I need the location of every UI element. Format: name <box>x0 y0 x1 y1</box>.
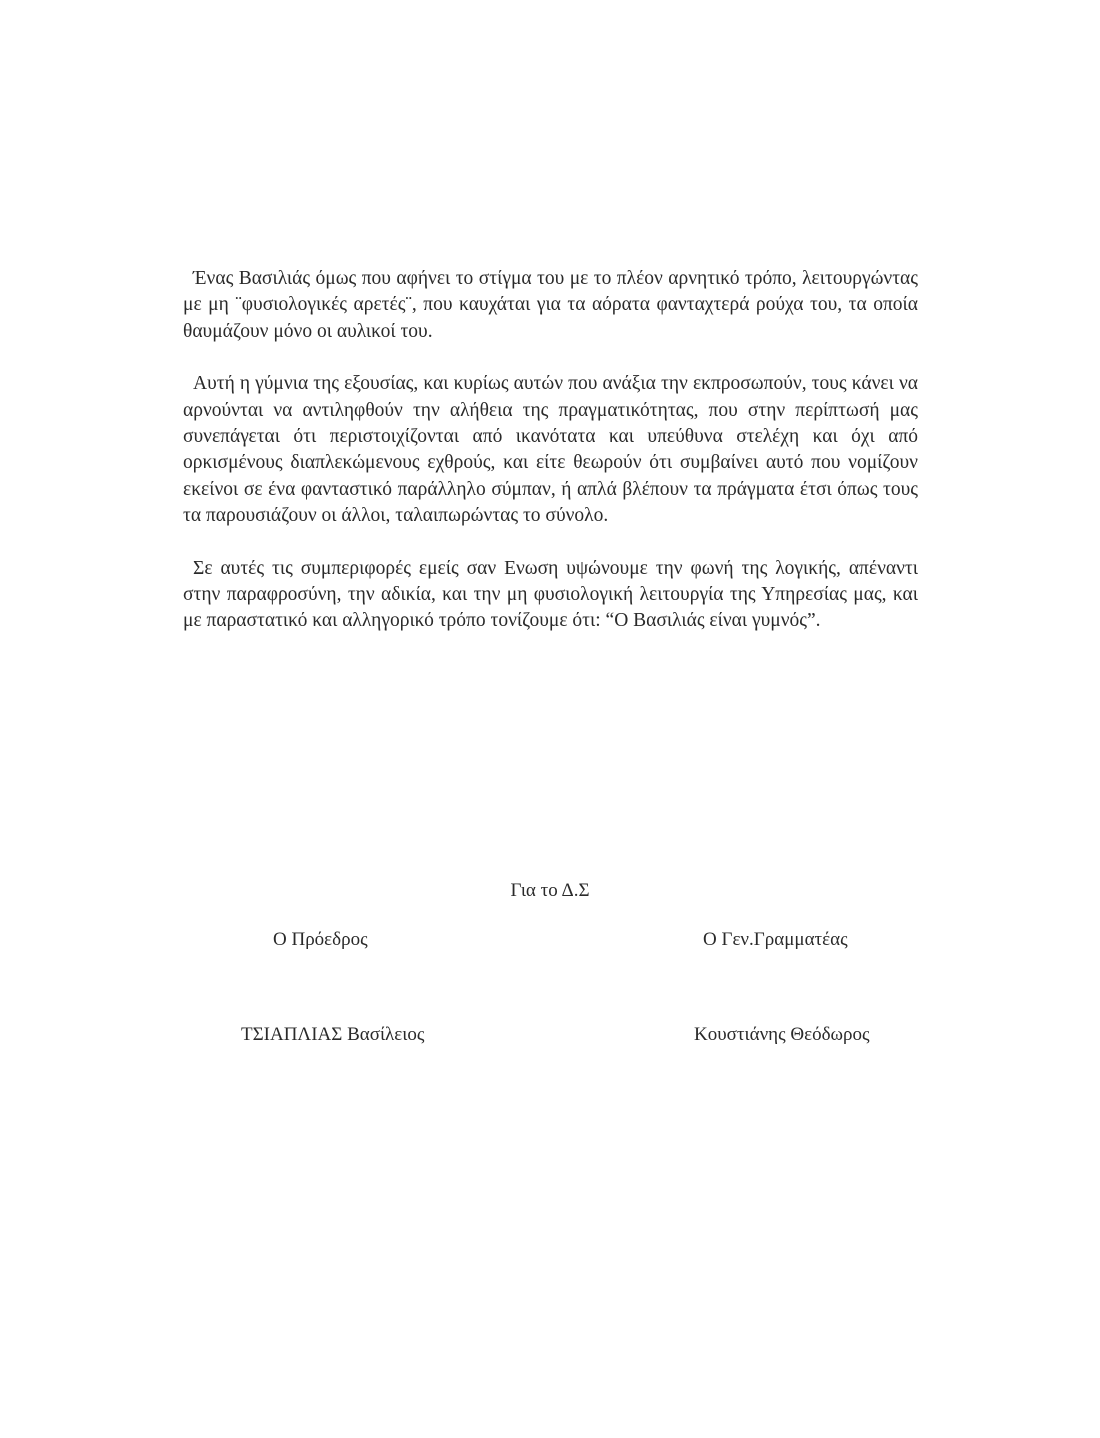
paragraph-1: Ένας Βασιλιάς όμως που αφήνει το στίγμα του με το πλέον αρνητικό τρόπο, λειτουργώντας με μη ¨φυσιολογικές αρετές¨, που καυχάται για τα αόρατα φανταχτερά ρούχα του, τα οποία θαυμάζουν μόνο οι αυλικοί του. <box>183 268 918 342</box>
president-name: ΤΣΙΑΠΛΙΑΣ Βασίλειος <box>241 1024 425 1045</box>
paragraph-3: Σε αυτές τις συμπεριφορές εμείς σαν Ενωση υψώνουμε την φωνή της λογικής, απέναντι στην παραφροσύνη, την αδικία, και την μη φυσιολογική λειτουργία της Υπηρεσίας μας, και με παραστατικό και αλληγορικό τρόπο τονίζουμε ότι: “Ο Βασιλιάς είναι γυμνός”. <box>183 557 918 632</box>
document-body <box>183 266 918 635</box>
general-secretary-title: Ο Γεν.Γραμματέας <box>703 929 848 950</box>
general-secretary-name: Κουστιάνης Θεόδωρος <box>694 1024 870 1045</box>
paragraph-2: Αυτή η γύμνια της εξουσίας, και κυρίως αυτών που ανάξια την εκπροσωπούν, τους κάνει να αρνούνται να αντιληφθούν την αλήθεια της πραγματικότητας, που στην περίπτωσή μας συνεπάγεται ότι περιστοιχίζονται από ικανότατα και υπεύθυνα στελέχη και όχι από ορκισμένους διαπλεκώμενους εχθρούς, και είτε θεωρούν ότι συμβαίνει αυτό που νομίζουν εκείνοι σε ένα φανταστικό παράλληλο σύμπαν, ή απλά βλέπουν τα πράγματα έτσι όπως τους τα παρουσιάζουν οι άλλοι, ταλαιπωρώντας το σύνολο. <box>183 373 918 527</box>
president-title: Ο Πρόεδρος <box>273 929 368 950</box>
signature-heading: Για το Δ.Σ <box>510 880 590 901</box>
